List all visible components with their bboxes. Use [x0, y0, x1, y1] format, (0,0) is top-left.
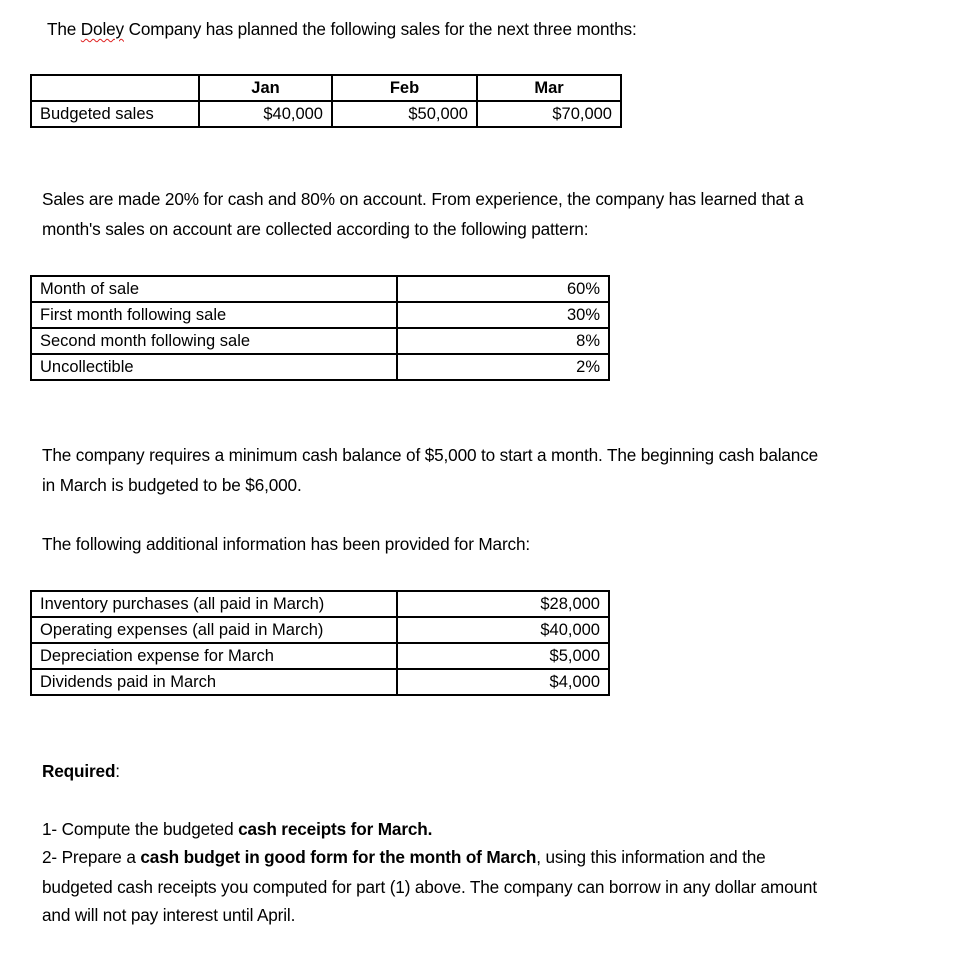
- additional-info-intro: The following additional information has been provided for March:: [42, 534, 531, 554]
- company-name: Doley: [80, 19, 124, 39]
- row-value: 60%: [397, 276, 609, 302]
- required-item-2-line2: budgeted cash receipts you computed for part (1) above. The company can borrow in any dollar amount: [42, 877, 817, 897]
- row-value: $4,000: [397, 669, 609, 695]
- table-row: [31, 101, 621, 127]
- row-label: Operating expenses (all paid in March): [31, 617, 397, 643]
- intro-suffix: Company has planned the following sales for the next three months:: [124, 19, 637, 39]
- row-value: 8%: [397, 328, 609, 354]
- required-colon: :: [115, 761, 120, 781]
- table-row: [31, 617, 609, 643]
- row-label: Dividends paid in March: [31, 669, 397, 695]
- row-label: Second month following sale: [31, 328, 397, 354]
- item1-bold: cash receipts for March.: [238, 819, 433, 839]
- row-value: $5,000: [397, 643, 609, 669]
- table-row: [31, 328, 609, 354]
- row-value: $28,000: [397, 591, 609, 617]
- value-jan: $40,000: [199, 101, 332, 127]
- required-heading: [42, 756, 120, 786]
- item2-suffix: , using this information and the: [536, 847, 766, 867]
- table-row: [31, 276, 609, 302]
- row-label: Depreciation expense for March: [31, 643, 397, 669]
- intro-text: [47, 14, 637, 44]
- header-cell-jan: Jan: [199, 75, 332, 101]
- required-item-2-line3: and will not pay interest until April.: [42, 905, 296, 925]
- value-mar: $70,000: [477, 101, 621, 127]
- row-value: $40,000: [397, 617, 609, 643]
- row-value: 30%: [397, 302, 609, 328]
- collection-pattern-table: [30, 275, 610, 381]
- collection-intro-line1: Sales are made 20% for cash and 80% on account. From experience, the company has learned that a: [42, 189, 804, 209]
- table-header-row: [31, 75, 621, 101]
- row-label: Month of sale: [31, 276, 397, 302]
- collection-intro-line2: month's sales on account are collected according to the following pattern:: [42, 219, 589, 239]
- required-heading-label: Required: [42, 761, 116, 781]
- table-row: [31, 669, 609, 695]
- item1-prefix: 1- Compute the budgeted: [42, 819, 239, 839]
- item2-bold: cash budget in good form for the month of March: [140, 847, 537, 867]
- table-row: [31, 591, 609, 617]
- table-row: [31, 643, 609, 669]
- table-row: [31, 354, 609, 380]
- required-item-2: [42, 842, 766, 872]
- row-label: Inventory purchases (all paid in March): [31, 591, 397, 617]
- row-value: 2%: [397, 354, 609, 380]
- header-cell-mar: Mar: [477, 75, 621, 101]
- row-label: Uncollectible: [31, 354, 397, 380]
- intro-prefix: The: [47, 19, 81, 39]
- item2-prefix: 2- Prepare a: [42, 847, 141, 867]
- budgeted-sales-table: [30, 74, 622, 128]
- cash-balance-line1: The company requires a minimum cash balance of $5,000 to start a month. The beginning cash balance: [42, 445, 819, 465]
- required-item-1: [42, 814, 432, 844]
- value-feb: $50,000: [332, 101, 477, 127]
- row-label: Budgeted sales: [31, 101, 199, 127]
- row-label: First month following sale: [31, 302, 397, 328]
- additional-info-table: [30, 590, 610, 696]
- table-row: [31, 302, 609, 328]
- header-cell-empty: [31, 75, 199, 101]
- header-cell-feb: Feb: [332, 75, 477, 101]
- cash-balance-line2: in March is budgeted to be $6,000.: [42, 475, 302, 495]
